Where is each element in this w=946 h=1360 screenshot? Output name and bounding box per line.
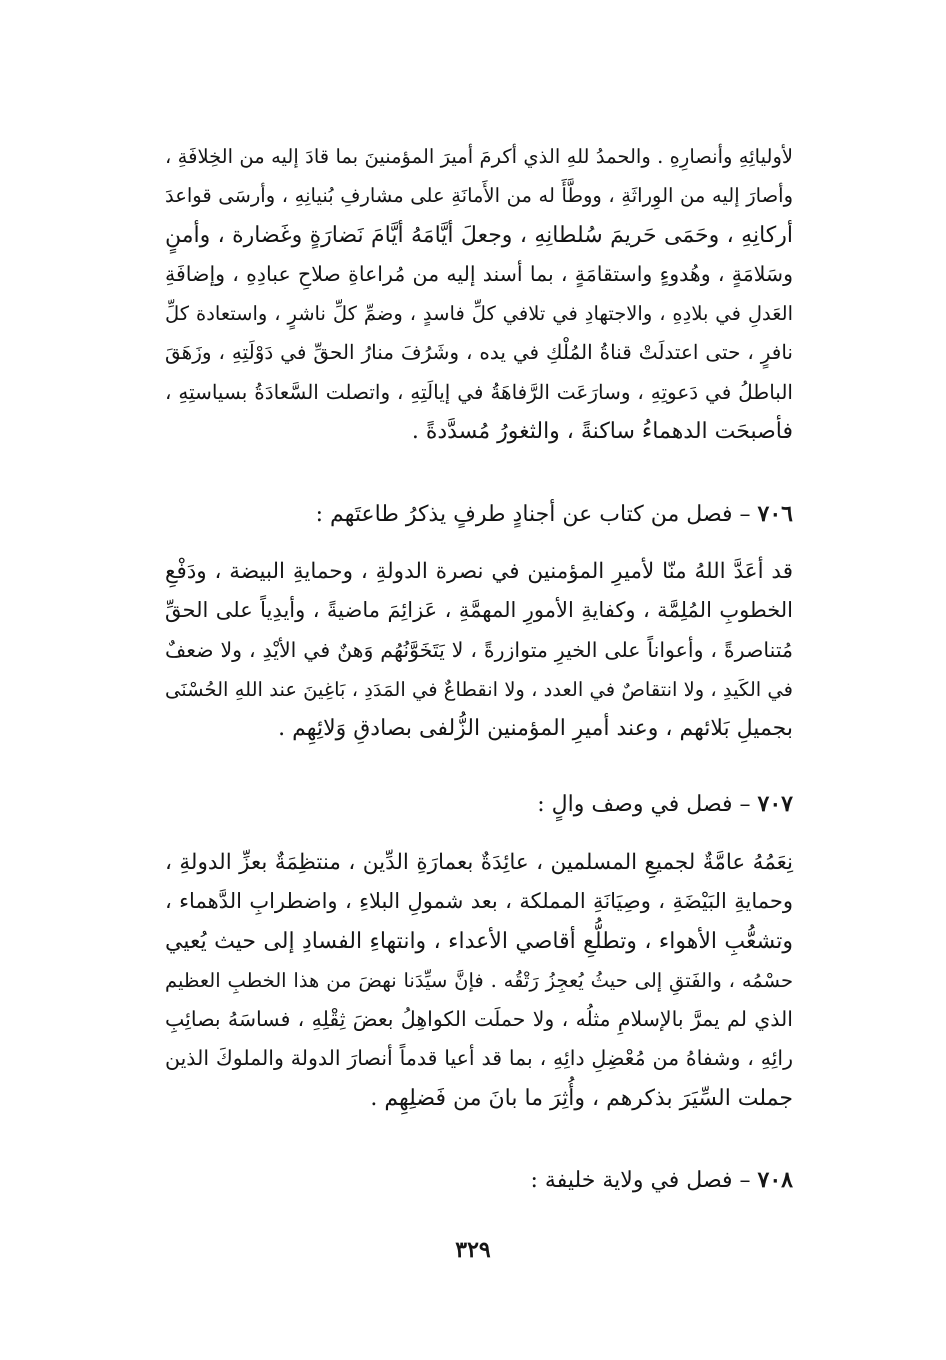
- text-line: بجميلِ بَلائهم ، وعند أميرِ المؤمنين الزُّلفى بصادقِ وَلائِهِم .: [278, 716, 793, 742]
- text-line: حسْمُه ، والفَتقِ إلى حيثُ يُعجِزُ رَتْقُه . فإنَّ سيِّدَنا نهضَ من هذا الخطبِ العظيم: [165, 968, 793, 992]
- section-number: ٧٠٧: [757, 791, 793, 817]
- text-line: نِعَمُهُ عامَّةٌ لجميعِ المسلمين ، عائِدَةٌ بعمارَةِ الدِّين ، منتظِمَةٌ بعزِّ الدولةِ ،: [165, 850, 793, 875]
- section-title: – فصل من كتاب عن أجنادٍ طرفٍ يذكرُ طاعتَهم :: [315, 502, 751, 527]
- text-line: الذي لم يمرَّ بالإسلامِ مثلُه ، ولا حملَت الكواهِلُ بعضَ ثِقْلِهِ ، فساسَهُ بصائِبِ: [165, 1007, 793, 1032]
- paragraph-praise: [165, 137, 793, 451]
- section-number: ٧٠٦: [757, 501, 793, 527]
- page-number: ٣٢٩: [455, 1237, 491, 1263]
- paragraph-soldiers: [165, 552, 793, 748]
- section-number: ٧٠٨: [757, 1167, 793, 1193]
- text-line: في الكَيدِ ، ولا انتقاصٌ في العدد ، ولا انقطاعٌ في المَدَدِ ، بَاغِينَ عند اللهِ الحُسْنَى: [165, 677, 793, 701]
- text-line: وأصارَ إليه من الوِراثَةِ ، ووطَّأَ له من الأَمانَةِ على مشارفِ بُنيانِهِ ، وأرسَى قواعدَ: [165, 184, 793, 208]
- text-line: فأصبحَت الدهماءُ ساكنةً ، والثغورُ مُسدَّدةً .: [411, 419, 793, 445]
- text-line: وتشعُّبِ الأهواء ، وتطلُّعِ أقاصي الأعداء ، وانتهاءِ الفسادِ إلى حيث يُعيي: [165, 928, 793, 954]
- section-title: – فصل في وصف والٍ :: [537, 792, 751, 817]
- text-line: العَدلِ في بلادِهِ ، والاجتهادِ في تلافي كلِّ فاسدٍ ، وضمِّ كلِّ ناشرٍ ، واستعادة كلِّ: [165, 302, 793, 326]
- section-heading-707: [537, 784, 793, 824]
- text-line: وحمايةِ البَيْضَةِ ، وصِيَانَةِ المملكة ، بعد شمولِ البلاءِ ، واضطرابِ الدَّهماء ،: [165, 889, 793, 914]
- text-line: جملت السِّيَرَ بذكرهم ، وأُثِرَ ما بانَ من فَضلِهِم .: [370, 1085, 793, 1111]
- section-heading-706: [316, 494, 793, 534]
- text-line: لأوليائِهِ وأنصارِهِ . والحمدُ للهِ الذي أكرمَ أميرَ المؤمنينَ بما قادَ إليه من الخِلافَةِ ،: [165, 145, 793, 168]
- paragraph-governor: [165, 843, 793, 1118]
- section-heading-708: [531, 1160, 793, 1200]
- text-line: الباطلُ في دَعوتِهِ ، وسارَعَت الرَّفاهَةُ في إيالَتِهِ ، واتصلت السَّعادَةُ بسياستِهِ ،: [165, 379, 793, 404]
- text-line: مُتناصرةً ، وأعواناً على الخيرِ متوازرةً ، لا يَتَخَوَّنُهُم وَهنٌ في الأيْدِ ، ولا ضعفٌ: [165, 637, 793, 662]
- text-line: الخطوبِ المُلِمَّة ، وكفايةِ الأمورِ المهمَّةِ ، عَزائِمَ ماضيةً ، وأيدِياً على الحقِّ: [165, 598, 793, 623]
- text-line: رائِهِ ، وشفاهُ من مُعْضِلِ دائِهِ ، بما قد أعيا قدماً أنصارَ الدولة والملوكَ الذين: [165, 1046, 793, 1071]
- section-title: – فصل في ولاية خليفة :: [530, 1168, 751, 1193]
- text-line: أركانِهِ ، وحَمَى حَريمَ سُلطانِهِ ، وجعلَ أيَّامَهُ أيَّامَ نَضارَةٍ وغَضارة ، وأمنٍ: [165, 222, 793, 248]
- text-line: وسَلامَةٍ ، وهُدوءٍ واستقامَةٍ ، بما أسند إليه من مُراعاةِ صلاحِ عبادِهِ ، وإضافَةِ: [165, 261, 793, 286]
- text-line: قد أعَدَّ اللهُ منّا لأميرِ المؤمنين في نصرة الدولةِ ، وحمايةِ البيضة ، ودَفْعِ: [165, 559, 793, 584]
- text-line: نافرٍ ، حتى اعتدلَتْ قناةُ المُلْكِ في يده ، وشَرُفَ منارُ الحقِّ في دَوْلَتِهِ ، وزَهَقَ: [165, 340, 793, 365]
